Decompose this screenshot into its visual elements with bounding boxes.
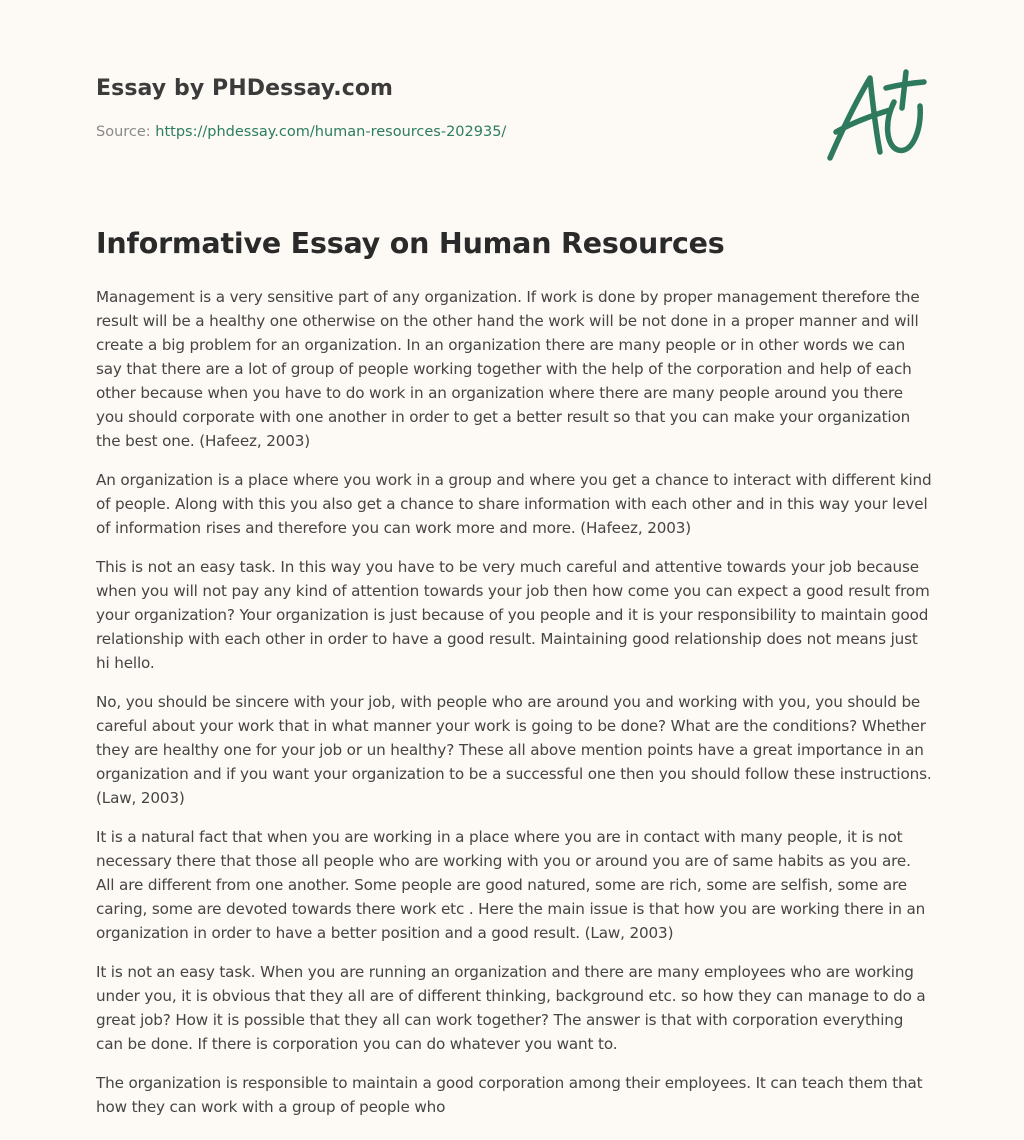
essay-paragraph-1: Management is a very sensitive part of any organization. If work is done by proper management therefore the result will be a healthy one otherwise on the other hand the work will be not done in a proper manner and will create a big problem for an organization. In an organization there are many people or in other words we can say that there are a lot of group of people working together with the help of the corporation and help of each other because when you have to do work in an organization where there are many people around you there you should corporate with one another in order to get a better result so that you can make your organization the best one. (Hafeez, 2003) <box>96 288 920 450</box>
source-link[interactable]: https://phdessay.com/human-resources-202935/ <box>155 124 507 140</box>
essay-paragraph-6: It is not an easy task. When you are running an organization and there are many employees who are working under you, it is obvious that they all are of different thinking, background etc. so how they can manage to do a great job? How it is possible that they all can work together? The answer is that with corporation everything can be done. If there is corporation you can do whatever you want to. <box>96 963 926 1053</box>
a-plus-logo-icon <box>822 66 932 166</box>
essay-body <box>96 285 932 1134</box>
a-plus-logo <box>822 66 932 166</box>
site-title: Essay by PHDessay.com <box>96 76 394 101</box>
essay-paragraph-5: It is a natural fact that when you are working in a place where you are in contact with many people, it is not necessary there that those all people who are working with you or around you are of same habits as you are. All are different from one another. Some people are good natured, some are rich, some are selfish, some are caring, some are devoted towards there work etc . Here the main issue is that how you are working there in an organization in order to have a better position and a good result. (Law, 2003) <box>96 828 926 942</box>
essay-title: Informative Essay on Human Resources <box>96 227 725 260</box>
source-line <box>96 124 506 140</box>
source-label: Source: <box>96 124 156 140</box>
essay-paragraph-4: No, you should be sincere with your job, with people who are around you and working with you, you should be careful about your work that in what manner your work is going to be done? What are the conditions? Whether they are healthy one for your job or un healthy? These all above mention points have a great importance in an organization and if you want your organization to be a successful one then you should follow these instructions. (Law, 2003) <box>96 693 932 807</box>
essay-paragraph-7: The organization is responsible to maintain a good corporation among their employees. It can teach them that how they can work with a group of people who <box>96 1074 923 1116</box>
essay-paragraph-3: This is not an easy task. In this way you have to be very much careful and attentive towards your job because when you will not pay any kind of attention towards your job then how come you can expect a good result from your organization? Your organization is just because of you people and it is your responsibility to maintain good relationship with each other in order to have a good result. Maintaining good relationship does not means just hi hello. <box>96 558 930 672</box>
essay-paragraph-2: An organization is a place where you work in a group and where you get a chance to interact with different kind of people. Along with this you also get a chance to share information with each other and in this way your level of information rises and therefore you can work more and more. (Hafeez, 2003) <box>96 471 932 537</box>
